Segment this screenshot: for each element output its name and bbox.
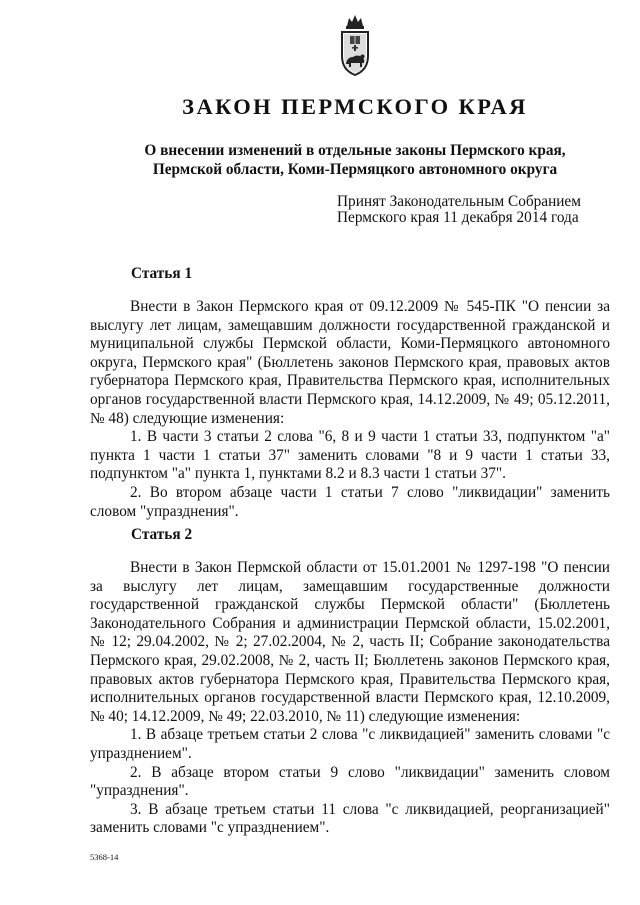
law-subtitle	[136, 141, 574, 179]
article-1-heading: Статья 1	[131, 265, 193, 282]
article-2-intro: Внести в Закон Пермской области от 15.01.2001 № 1297-198 "О пенсии за выслугу лет лицам, замещавшим государственные должности государственной гражданской службы Пермской области" (Бюллетень Законодательного Собрания и администрации Пермской области, 15.02.2001, № 12; 29.04.2002, № 2; 27.02.2004, № 2, часть II; Собрание законодательства Пермского края, 29.02.2008, № 2, часть II; Бюллетень законов Пермского края, правовых актов губернатора Пермского края, Правительства Пермского края, исполнительных органов государственной власти Пермского края, 12.10.2009, № 40; 14.12.2009, № 49; 22.03.2010, № 11) следующие изменения:	[90, 559, 610, 725]
article-2-item-3: 3. В абзаце третьем статьи 11 слова "с ликвидацией, реорганизацией" заменить словами "с упразднением".	[90, 800, 610, 837]
article-1-item-1: 1. В части 3 статьи 2 слова "6, 8 и 9 части 1 статьи 33, подпунктом "а" пункта 1 части 1 статьи 37" заменить словами "8 и 9 части 1 статьи 33, подпунктом "а" пункта 1, пунктами 8.2 и 8.3 части 1 статьи 37".	[90, 428, 610, 483]
adoption-note	[337, 194, 597, 226]
adoption-line: Пермского края 11 декабря 2014 года	[337, 209, 579, 226]
article-1-item-2: 2. Во втором абзаце части 1 статьи 7 слово "ликвидации" заменить словом "упразднения".	[90, 483, 610, 520]
article-1-body	[90, 298, 610, 521]
law-title: ЗАКОН ПЕРМСКОГО КРАЯ	[182, 94, 528, 119]
subtitle-line: О внесении изменений в отдельные законы Пермского края,	[144, 142, 566, 159]
article-2-item-2: 2. В абзаце втором статьи 9 слово "ликвидации" заменить словом "упразднения".	[90, 763, 610, 800]
document-code: 5368-14	[90, 852, 119, 862]
adoption-line: Принят Законодательным Собранием	[337, 193, 581, 210]
article-1-intro: Внести в Закон Пермского края от 09.12.2009 № 545-ПК "О пенсии за выслугу лет лицам, замещавшим должности государственной гражданской и муниципальной службы Пермской области, Коми-Пермяцкого автономного округа, Пермского края" (Бюллетень законов Пермского края, правовых актов губернатора Пермского края, Правительства Пермского края, исполнительных органов государственной власти Пермского края, 14.12.2009, № 49; 05.12.2011, № 48) следующие изменения:	[90, 298, 610, 427]
article-2-item-1: 1. В абзаце третьем статьи 2 слова "с ликвидацией" заменить словами "с упразднением".	[90, 726, 610, 762]
article-2-heading: Статья 2	[131, 526, 193, 543]
subtitle-line: Пермской области, Коми-Пермяцкого автономного округа	[152, 161, 558, 178]
article-2-body	[90, 559, 610, 838]
coat-of-arms-icon	[335, 12, 375, 78]
